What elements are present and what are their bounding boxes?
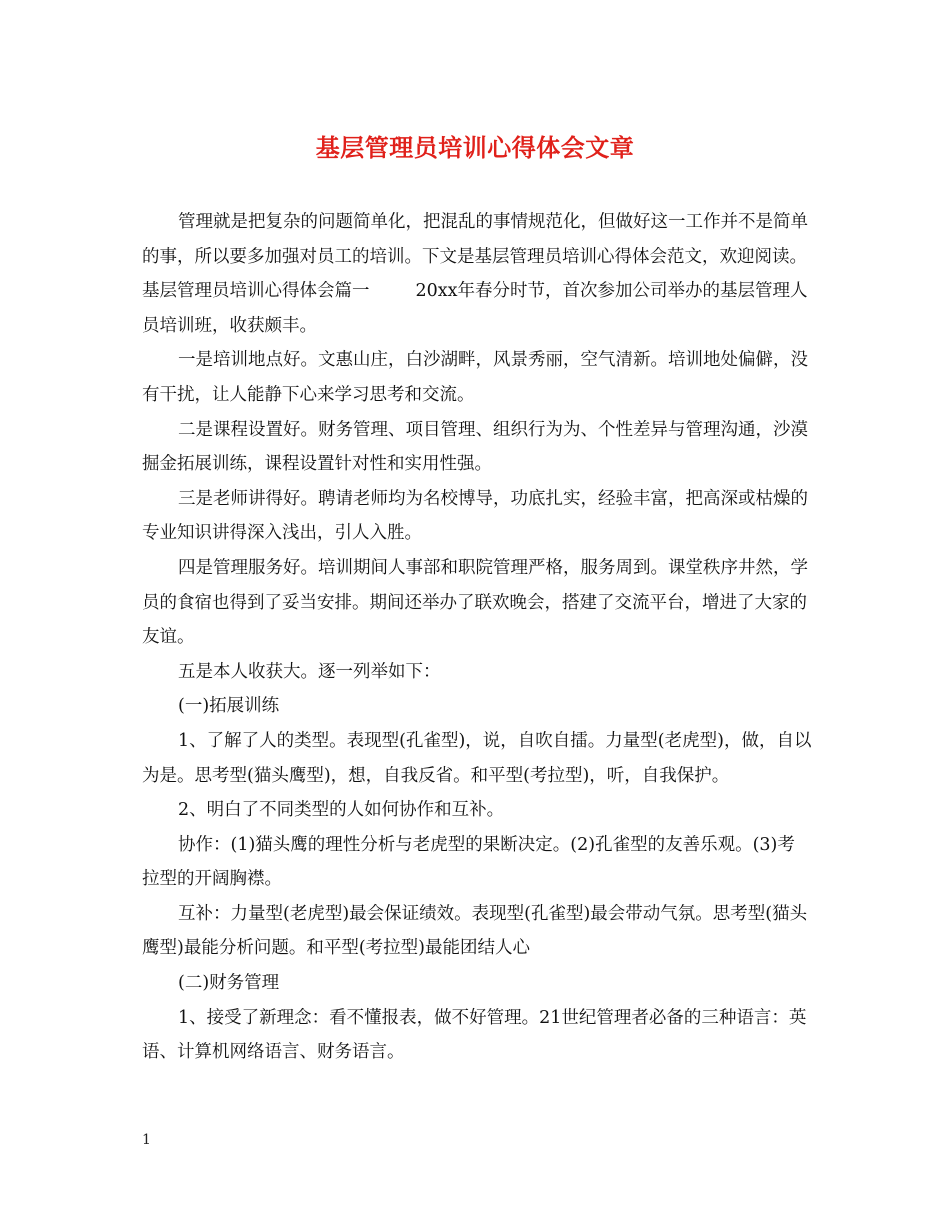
section-heading: 基层管理员培训心得体会篇一 — [142, 281, 370, 302]
document-title: 基层管理员培训心得体会文章 — [315, 133, 635, 162]
document-body — [142, 205, 812, 1070]
body-paragraph: 四是管理服务好。培训期间人事部和职院管理严格，服务周到。课堂秩序井然，学员的食宿也得到了妥当安排。期间还举办了联欢晚会，搭建了交流平台，增进了大家的友谊。 — [142, 557, 808, 648]
page-number: 1 — [142, 1132, 151, 1148]
body-paragraph: 1、了解了人的类型。表现型(孔雀型)，说，自吹自擂。力量型(老虎型)，做，自以为是。思考型(猫头鹰型)，想，自我反省。和平型(考拉型)，听，自我保护。 — [142, 730, 812, 786]
body-paragraph: 五是本人收获大。逐一列举如下： — [178, 661, 441, 682]
subsection-heading: (二)财务管理 — [178, 973, 280, 994]
section-lead: 20xx年春分时节，首次参加公司举办的基层管理人员培训班，收获颇丰。 — [142, 281, 808, 336]
body-paragraph: 三是老师讲得好。聘请老师均为名校博导，功底扎实，经验丰富，把高深或枯燥的专业知识讲得深入浅出，引人入胜。 — [142, 488, 808, 544]
body-paragraph: 二是课程设置好。财务管理、项目管理、组织行为为、个性差异与管理沟通，沙漠掘金拓展训练，课程设置针对性和实用性强。 — [142, 419, 808, 475]
body-paragraph: 协作：(1)猫头鹰的理性分析与老虎型的果断决定。(2)孔雀型的友善乐观。(3)考拉型的开阔胸襟。 — [142, 834, 795, 890]
body-paragraph: 1、接受了新理念：看不懂报表，做不好管理。21世纪管理者必备的三种语言：英语、计算机网络语言、财务语言。 — [142, 1007, 807, 1063]
body-paragraph: 互补：力量型(老虎型)最会保证绩效。表现型(孔雀型)最会带动气氛。思考型(猫头鹰型)最能分析问题。和平型(考拉型)最能团结人心 — [142, 903, 808, 959]
body-paragraph: 2、明白了不同类型的人如何协作和互补。 — [178, 800, 505, 821]
body-paragraph: 一是培训地点好。文惠山庄，白沙湖畔，风景秀丽，空气清新。培训地处偏僻，没有干扰，让人能静下心来学习思考和交流。 — [142, 350, 808, 405]
intro-paragraph: 管理就是把复杂的问题简单化，把混乱的事情规范化，但做好这一工作并不是简单的事，所以要多加强对员工的培训。下文是基层管理员培训心得体会范文，欢迎阅读。 — [142, 212, 808, 267]
subsection-heading: (一)拓展训练 — [178, 696, 280, 717]
section-paragraph — [142, 274, 812, 343]
